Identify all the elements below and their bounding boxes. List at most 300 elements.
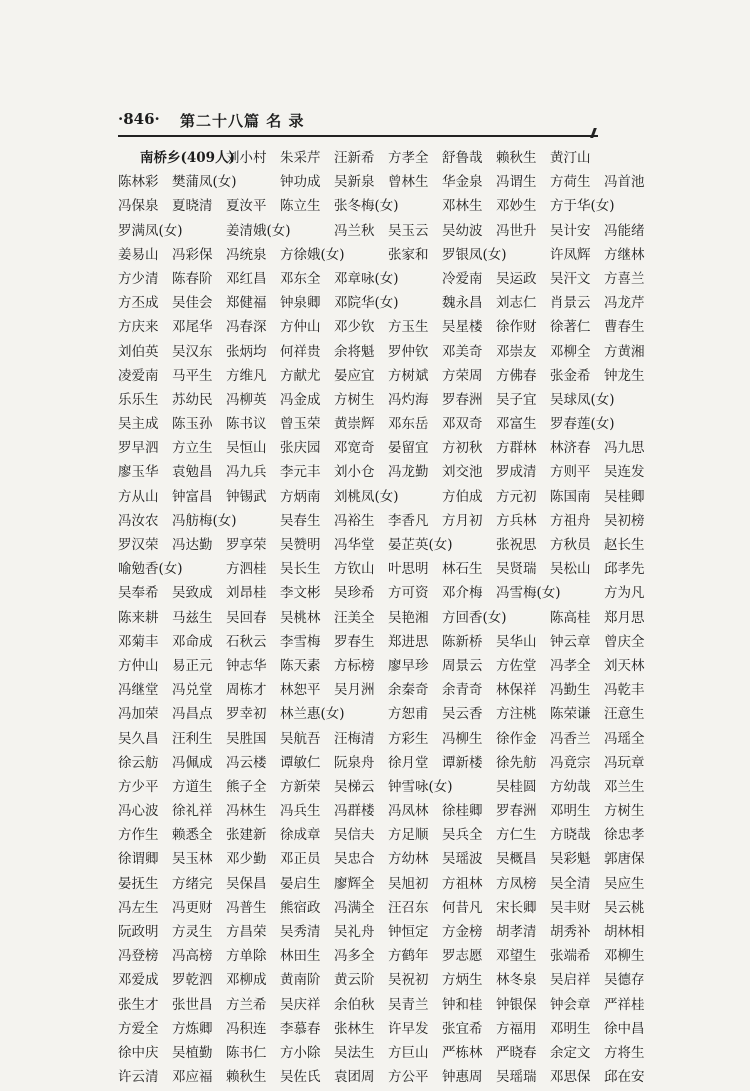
person-name: 张家和 bbox=[388, 246, 429, 263]
person-name: 刘桃凤(女) bbox=[334, 488, 399, 505]
person-name: 刘小仓 bbox=[334, 464, 375, 481]
person-name: 方爱全 bbox=[118, 1020, 159, 1037]
person-name: 吴运政 bbox=[496, 270, 537, 287]
person-name: 吴佳会 bbox=[172, 295, 213, 312]
person-name: 陈书议 bbox=[226, 416, 267, 433]
person-name: 吴忠合 bbox=[334, 851, 375, 868]
person-name: 吴德存 bbox=[604, 972, 645, 989]
person-name: 晏抚生 bbox=[118, 875, 159, 892]
person-name: 胡孝清 bbox=[496, 924, 537, 940]
person-name: 冯柳英 bbox=[226, 391, 267, 408]
person-name: 罗春洲 bbox=[442, 391, 483, 408]
person-name: 冯兑堂 bbox=[172, 682, 213, 699]
person-name: 马兹生 bbox=[172, 609, 213, 626]
list-row bbox=[118, 390, 648, 414]
person-name: 方树生 bbox=[334, 391, 375, 408]
person-name: 吴旭初 bbox=[388, 875, 429, 892]
person-name: 刘交池 bbox=[442, 464, 483, 481]
person-name: 方树斌 bbox=[388, 367, 429, 384]
person-name: 邓命成 bbox=[172, 633, 213, 650]
person-name: 吴云桃 bbox=[604, 899, 645, 916]
person-name: 方荣周 bbox=[442, 367, 483, 384]
person-name: 吴青兰 bbox=[388, 996, 429, 1013]
person-name: 方凤榜 bbox=[496, 875, 537, 892]
person-name: 钟泉卿 bbox=[280, 295, 321, 312]
person-name: 汪梅清 bbox=[334, 730, 375, 747]
person-name: 冯乾丰 bbox=[604, 682, 645, 699]
person-name: 苏幼民 bbox=[172, 391, 213, 408]
person-name: 张世昌 bbox=[172, 996, 213, 1013]
person-name: 罗汉荣 bbox=[118, 537, 159, 553]
person-name: 邓林生 bbox=[442, 198, 483, 215]
person-name: 何祥贵 bbox=[280, 343, 321, 360]
header-rule bbox=[118, 135, 598, 137]
person-name: 赖秋生 bbox=[496, 150, 537, 166]
person-name: 冯普生 bbox=[226, 899, 267, 916]
list-row bbox=[118, 366, 648, 390]
person-name: 吴华山 bbox=[496, 633, 537, 650]
person-name: 冯保泉 bbox=[118, 198, 159, 215]
person-name: 邓少勤 bbox=[226, 851, 267, 868]
person-name: 吴玉林 bbox=[172, 851, 213, 868]
person-name: 方金榜 bbox=[442, 924, 483, 940]
list-row bbox=[118, 269, 648, 293]
person-name: 熊宿政 bbox=[280, 899, 321, 916]
person-name: 邓院华(女) bbox=[334, 295, 399, 312]
person-name: 方祖林 bbox=[442, 875, 483, 892]
person-name: 冯灼海 bbox=[388, 391, 429, 408]
person-name: 陈国南 bbox=[550, 488, 591, 505]
person-name: 邓宽奇 bbox=[334, 440, 375, 457]
person-name: 邓明生 bbox=[550, 803, 591, 820]
person-name: 方泗桂 bbox=[226, 561, 267, 578]
person-name: 邓兰生 bbox=[604, 778, 645, 795]
person-name: 晏应宜 bbox=[334, 367, 375, 384]
person-name: 冯柳生 bbox=[442, 730, 483, 747]
person-name: 刘昂桂 bbox=[226, 585, 267, 602]
person-name: 方树生 bbox=[604, 803, 645, 820]
list-row bbox=[118, 680, 648, 704]
person-name: 汪利生 bbox=[172, 730, 213, 747]
person-name: 冯世升 bbox=[496, 222, 537, 239]
person-name: 吴长生 bbox=[280, 561, 321, 578]
person-name: 陈高桂 bbox=[550, 609, 591, 626]
list-row bbox=[118, 462, 648, 486]
person-name: 邓尾华 bbox=[172, 319, 213, 336]
person-name: 邓崇友 bbox=[496, 343, 537, 360]
person-name: 张端希 bbox=[550, 948, 591, 965]
list-row bbox=[118, 825, 648, 849]
person-name: 袁勉昌 bbox=[172, 464, 213, 481]
person-name: 邓爱成 bbox=[118, 972, 159, 989]
person-name: 邓富生 bbox=[496, 416, 537, 433]
person-name: 方钦山 bbox=[334, 561, 375, 578]
person-name: 林田生 bbox=[280, 948, 321, 965]
person-name: 吴法生 bbox=[334, 1044, 375, 1061]
person-name: 邓菊丰 bbox=[118, 633, 159, 650]
list-row bbox=[118, 583, 648, 607]
person-name: 吴祝初 bbox=[388, 972, 429, 989]
person-name: 凌爱南 bbox=[118, 367, 159, 384]
person-name: 赖悉全 bbox=[172, 827, 213, 844]
person-name: 方炼卿 bbox=[172, 1020, 213, 1037]
person-name: 陈来耕 bbox=[118, 609, 159, 626]
person-name: 方炳南 bbox=[280, 488, 321, 505]
person-name: 方则平 bbox=[550, 464, 591, 481]
list-row bbox=[118, 995, 648, 1019]
person-name: 吴子宜 bbox=[496, 391, 537, 408]
person-name: 冯雪梅(女) bbox=[496, 585, 561, 602]
list-row bbox=[118, 293, 648, 317]
person-name: 邓思保 bbox=[550, 1069, 591, 1086]
person-name: 钟锡武 bbox=[226, 488, 267, 505]
list-row bbox=[118, 970, 648, 994]
person-name: 郑进思 bbox=[388, 633, 429, 650]
person-name: 姜清娥(女) bbox=[226, 222, 291, 239]
person-name: 刘伯英 bbox=[118, 343, 159, 360]
person-name: 冯昌点 bbox=[172, 706, 213, 723]
person-name: 晏启生 bbox=[280, 875, 321, 892]
person-name: 方仲山 bbox=[118, 657, 159, 674]
person-name: 冯竟宗 bbox=[550, 754, 591, 771]
person-name: 林兰惠(女) bbox=[280, 706, 345, 723]
person-name: 邓介梅 bbox=[442, 585, 483, 602]
person-name: 余将魁 bbox=[334, 343, 375, 360]
person-name: 冯玩章 bbox=[604, 754, 645, 771]
person-name: 张生才 bbox=[118, 996, 159, 1013]
person-name: 方丕成 bbox=[118, 295, 159, 312]
person-name: 华金泉 bbox=[442, 174, 483, 191]
name-list bbox=[118, 148, 648, 1091]
person-name: 廖玉华 bbox=[118, 464, 159, 481]
person-name: 晏留宜 bbox=[388, 440, 429, 457]
person-name: 吴连发 bbox=[604, 464, 645, 481]
person-name: 赵长生 bbox=[604, 537, 645, 553]
person-name: 曾庆全 bbox=[604, 633, 645, 650]
person-name: 许早发 bbox=[388, 1020, 429, 1037]
person-name: 吴汉东 bbox=[172, 343, 213, 360]
person-name: 徐作金 bbox=[496, 730, 537, 747]
person-name: 冯佩成 bbox=[172, 754, 213, 771]
person-name: 张冬梅(女) bbox=[334, 198, 399, 215]
person-name: 方晓哉 bbox=[550, 827, 591, 844]
person-name: 林济春 bbox=[550, 440, 591, 457]
person-name: 罗仲钦 bbox=[388, 343, 429, 360]
person-name: 方仁生 bbox=[496, 827, 537, 844]
person-name: 邓红昌 bbox=[226, 270, 267, 287]
list-row bbox=[118, 342, 648, 366]
person-name: 吴恒山 bbox=[226, 440, 267, 457]
person-name: 徐中庆 bbox=[118, 1044, 159, 1061]
person-name: 方单除 bbox=[226, 948, 267, 965]
person-name: 方维凡 bbox=[226, 367, 267, 384]
person-name: 方鹤年 bbox=[388, 948, 429, 965]
person-name: 吴贤瑞 bbox=[496, 561, 537, 578]
list-row bbox=[118, 148, 648, 172]
person-name: 易正元 bbox=[172, 657, 213, 674]
person-name: 钟和桂 bbox=[442, 996, 483, 1013]
person-name: 吴春生 bbox=[280, 512, 321, 529]
person-name: 邓东全 bbox=[280, 270, 321, 287]
person-name: 吴星楼 bbox=[442, 319, 483, 336]
person-name: 徐忠孝 bbox=[604, 827, 645, 844]
person-name: 林冬泉 bbox=[496, 972, 537, 989]
person-name: 徐成章 bbox=[280, 827, 321, 844]
person-name: 吴兵全 bbox=[442, 827, 483, 844]
list-row bbox=[118, 849, 648, 873]
person-name: 吴秀清 bbox=[280, 924, 321, 940]
person-name: 方巨山 bbox=[388, 1044, 429, 1061]
person-name: 方为凡 bbox=[604, 585, 645, 602]
person-name: 吴礼舟 bbox=[334, 924, 375, 940]
person-name: 方恕甫 bbox=[388, 706, 429, 723]
person-name: 谭新楼 bbox=[442, 754, 483, 771]
list-row bbox=[118, 777, 648, 801]
person-name: 曾玉荣 bbox=[280, 416, 321, 433]
person-name: 冯多全 bbox=[334, 948, 375, 965]
person-name: 晏芷英(女) bbox=[388, 537, 453, 553]
person-name: 方标榜 bbox=[334, 657, 375, 674]
person-name: 李香凡 bbox=[388, 512, 429, 529]
person-name: 冯兰秋 bbox=[334, 222, 375, 239]
list-row bbox=[118, 729, 648, 753]
person-name: 方新荣 bbox=[280, 778, 321, 795]
person-name: 邓章咏(女) bbox=[334, 270, 399, 287]
person-name: 冯龙芹 bbox=[604, 295, 645, 312]
person-name: 吴初榜 bbox=[604, 512, 645, 529]
person-name: 邓应福 bbox=[172, 1069, 213, 1086]
list-row bbox=[118, 1067, 648, 1091]
person-name: 冯九兵 bbox=[226, 464, 267, 481]
person-name: 徐著仁 bbox=[550, 319, 591, 336]
person-name: 方作生 bbox=[118, 827, 159, 844]
person-name: 冷爱南 bbox=[442, 270, 483, 287]
person-name: 方幼林 bbox=[388, 851, 429, 868]
page-header bbox=[118, 110, 638, 134]
person-name: 冯登榜 bbox=[118, 948, 159, 965]
person-name: 邓东岳 bbox=[388, 416, 429, 433]
person-name: 宋长卿 bbox=[496, 899, 537, 916]
person-name: 方兵林 bbox=[496, 512, 537, 529]
person-name: 冯金成 bbox=[280, 391, 321, 408]
person-name: 陈春阶 bbox=[172, 270, 213, 287]
person-name: 方福用 bbox=[496, 1020, 537, 1037]
person-name: 吴彩魁 bbox=[550, 851, 591, 868]
list-row bbox=[118, 874, 648, 898]
person-name: 周景云 bbox=[442, 657, 483, 674]
person-name: 方小除 bbox=[280, 1044, 321, 1061]
person-name: 钟云章 bbox=[550, 633, 591, 650]
person-name: 徐作财 bbox=[496, 319, 537, 336]
person-name: 黄云阶 bbox=[334, 972, 375, 989]
person-name: 吴计安 bbox=[550, 222, 591, 239]
person-name: 方回香(女) bbox=[442, 609, 507, 626]
person-name: 朱采芹 bbox=[280, 150, 321, 166]
person-name: 余定文 bbox=[550, 1044, 591, 1061]
person-name: 方从山 bbox=[118, 488, 159, 505]
person-name: 黄汀山 bbox=[550, 150, 591, 166]
person-name: 严栋林 bbox=[442, 1044, 483, 1061]
person-name: 冯统泉 bbox=[226, 246, 267, 263]
person-name: 陈立生 bbox=[280, 198, 321, 215]
person-name: 吴久昌 bbox=[118, 730, 159, 747]
person-name: 黄南阶 bbox=[280, 972, 321, 989]
person-name: 林石生 bbox=[442, 561, 483, 578]
person-name: 夏汝平 bbox=[226, 198, 267, 215]
person-name: 陈新桥 bbox=[442, 633, 483, 650]
person-name: 邓双奇 bbox=[442, 416, 483, 433]
person-name: 邱在安 bbox=[604, 1069, 645, 1086]
person-name: 徐谓卿 bbox=[118, 851, 159, 868]
list-row bbox=[118, 196, 648, 220]
person-name: 阮政明 bbox=[118, 924, 159, 940]
person-name: 胡秀补 bbox=[550, 924, 591, 940]
list-row bbox=[118, 487, 648, 511]
person-name: 吴松山 bbox=[550, 561, 591, 578]
person-name: 钟会章 bbox=[550, 996, 591, 1013]
person-name: 吴应生 bbox=[604, 875, 645, 892]
person-name: 曹春生 bbox=[604, 319, 645, 336]
person-name: 吴佐氏 bbox=[280, 1069, 321, 1086]
person-name: 钟志华 bbox=[226, 657, 267, 674]
person-name: 邓柳成 bbox=[226, 972, 267, 989]
person-name: 冯林生 bbox=[226, 803, 267, 820]
person-name: 罗满凤(女) bbox=[118, 222, 183, 239]
person-name: 姜易山 bbox=[118, 246, 159, 263]
person-name: 方幼哉 bbox=[550, 778, 591, 795]
person-name: 吴桂卿 bbox=[604, 488, 645, 505]
person-name: 方元初 bbox=[496, 488, 537, 505]
person-name: 方灵生 bbox=[172, 924, 213, 940]
person-name: 邓美奇 bbox=[442, 343, 483, 360]
person-name: 严晓春 bbox=[496, 1044, 537, 1061]
person-name: 陈林彩 bbox=[118, 174, 159, 191]
person-name: 方庆来 bbox=[118, 319, 159, 336]
person-name: 钟龙生 bbox=[604, 367, 645, 384]
list-row bbox=[118, 559, 648, 583]
person-name: 方伯成 bbox=[442, 488, 483, 505]
person-name: 方徐娥(女) bbox=[280, 246, 345, 263]
person-name: 喻勉香(女) bbox=[118, 561, 183, 578]
person-name: 罗志愿 bbox=[442, 948, 483, 965]
person-name: 严祥桂 bbox=[604, 996, 645, 1013]
person-name: 吴植勤 bbox=[172, 1044, 213, 1061]
person-name: 方献尤 bbox=[280, 367, 321, 384]
person-name: 吴桂圆 bbox=[496, 778, 537, 795]
person-name: 方彩生 bbox=[388, 730, 429, 747]
person-name: 方将生 bbox=[604, 1044, 645, 1061]
person-name: 罗春洲 bbox=[496, 803, 537, 820]
person-name: 许云清 bbox=[118, 1069, 159, 1086]
person-name: 方少清 bbox=[118, 270, 159, 287]
person-name: 方佛春 bbox=[496, 367, 537, 384]
person-name: 廖辉全 bbox=[334, 875, 375, 892]
person-name: 徐月堂 bbox=[388, 754, 429, 771]
person-name: 吴玉云 bbox=[388, 222, 429, 239]
person-name: 徐云舫 bbox=[118, 754, 159, 771]
person-name: 方于华(女) bbox=[550, 198, 615, 215]
person-name: 冯谓生 bbox=[496, 174, 537, 191]
person-name: 冯彩保 bbox=[172, 246, 213, 263]
list-row bbox=[118, 608, 648, 632]
person-name: 冯首池 bbox=[604, 174, 645, 191]
person-name: 方黄湘 bbox=[604, 343, 645, 360]
list-row bbox=[118, 1019, 648, 1043]
person-name: 罗幸初 bbox=[226, 706, 267, 723]
list-row bbox=[118, 511, 648, 535]
person-name: 吴新泉 bbox=[334, 174, 375, 191]
person-name: 张宜希 bbox=[442, 1020, 483, 1037]
person-name: 舒鲁哉 bbox=[442, 150, 483, 166]
person-name: 冯华堂 bbox=[334, 537, 375, 553]
person-name: 廖早珍 bbox=[388, 657, 429, 674]
person-name: 罗银凤(女) bbox=[442, 246, 507, 263]
person-name: 吴艳湘 bbox=[388, 609, 429, 626]
person-name: 方仲山 bbox=[280, 319, 321, 336]
list-row bbox=[118, 438, 648, 462]
person-name: 吴概昌 bbox=[496, 851, 537, 868]
person-name: 冯香兰 bbox=[550, 730, 591, 747]
person-name: 袁团周 bbox=[334, 1069, 375, 1086]
person-name: 钟惠周 bbox=[442, 1069, 483, 1086]
person-name: 樊蒲凤(女) bbox=[172, 174, 237, 191]
person-name: 方足顺 bbox=[388, 827, 429, 844]
list-row bbox=[118, 221, 648, 245]
person-name: 冯积连 bbox=[226, 1020, 267, 1037]
person-name: 郑月思 bbox=[604, 609, 645, 626]
person-name: 方祖舟 bbox=[550, 512, 591, 529]
person-name: 方荷生 bbox=[550, 174, 591, 191]
person-name: 徐礼祥 bbox=[172, 803, 213, 820]
person-name: 林保祥 bbox=[496, 682, 537, 699]
person-name: 冯汝农 bbox=[118, 512, 159, 529]
person-name: 叶思明 bbox=[388, 561, 429, 578]
person-name: 陈玉孙 bbox=[172, 416, 213, 433]
person-name: 方群林 bbox=[496, 440, 537, 457]
person-name: 张建新 bbox=[226, 827, 267, 844]
person-name: 李慕春 bbox=[280, 1020, 321, 1037]
person-name: 马平生 bbox=[172, 367, 213, 384]
person-name: 吴球凤(女) bbox=[550, 391, 615, 408]
person-name: 冯高榜 bbox=[172, 948, 213, 965]
person-name: 罗成清 bbox=[496, 464, 537, 481]
person-name: 谭敏仁 bbox=[280, 754, 321, 771]
list-row bbox=[118, 922, 648, 946]
person-name: 阮泉舟 bbox=[334, 754, 375, 771]
person-name: 李元丰 bbox=[280, 464, 321, 481]
person-name: 陈荣谦 bbox=[550, 706, 591, 723]
person-name: 方可资 bbox=[388, 585, 429, 602]
list-row bbox=[118, 535, 648, 559]
person-name: 汪美全 bbox=[334, 609, 375, 626]
person-name: 冯能绪 bbox=[604, 222, 645, 239]
person-name: 肖景云 bbox=[550, 295, 591, 312]
person-name: 吴致成 bbox=[172, 585, 213, 602]
person-name: 方秋员 bbox=[550, 537, 591, 553]
person-name: 罗乾泗 bbox=[172, 972, 213, 989]
person-name: 方昌荣 bbox=[226, 924, 267, 940]
person-name: 林恕平 bbox=[280, 682, 321, 699]
list-row bbox=[118, 946, 648, 970]
person-name: 邱孝先 bbox=[604, 561, 645, 578]
person-name: 汪新希 bbox=[334, 150, 375, 166]
list-row bbox=[118, 704, 648, 728]
person-name: 熊子全 bbox=[226, 778, 267, 795]
person-name: 吴航吾 bbox=[280, 730, 321, 747]
person-name: 罗春莲(女) bbox=[550, 416, 615, 433]
person-name: 邓正员 bbox=[280, 851, 321, 868]
person-name: 方注桃 bbox=[496, 706, 537, 723]
